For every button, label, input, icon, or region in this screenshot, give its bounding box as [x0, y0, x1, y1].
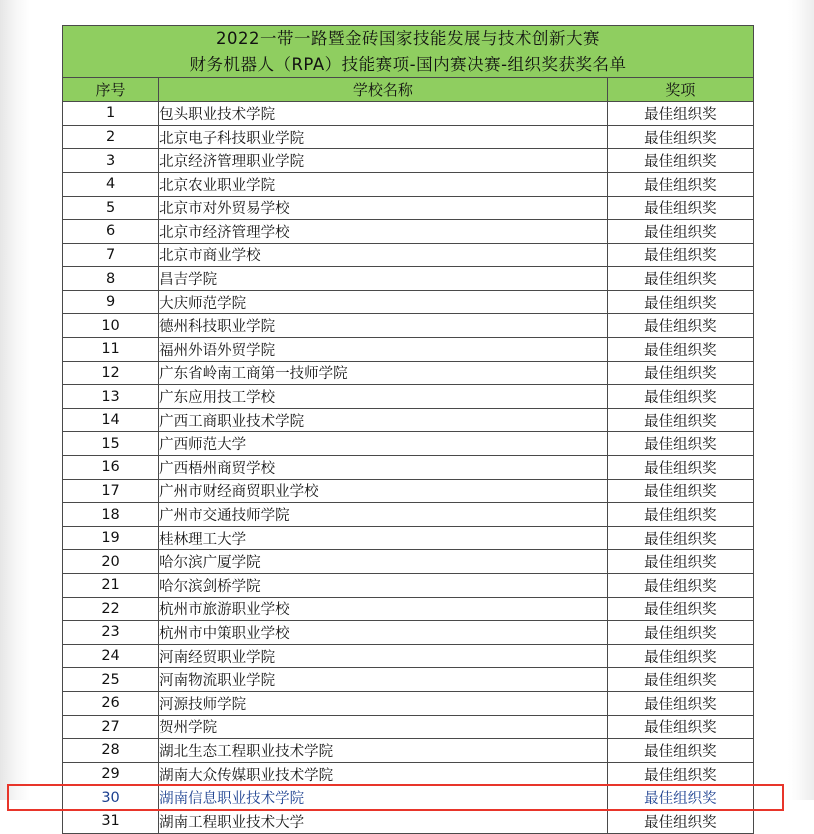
table-row — [63, 809, 754, 833]
cell-award: 最佳组织奖 — [607, 503, 753, 527]
table-row — [63, 102, 754, 126]
table-row — [63, 172, 754, 196]
cell-row-number: 31 — [63, 809, 159, 833]
cell-award: 最佳组织奖 — [607, 125, 753, 149]
table-row — [63, 196, 754, 220]
table-row — [63, 621, 754, 645]
title-line-2: 财务机器人（RPA）技能赛项-国内赛决赛-组织奖获奖名单 — [189, 54, 627, 74]
cell-school-name: 北京经济管理职业学院 — [159, 149, 608, 173]
cell-row-number: 9 — [63, 290, 159, 314]
cell-award: 最佳组织奖 — [607, 597, 753, 621]
cell-award: 最佳组织奖 — [607, 668, 753, 692]
cell-school-name: 北京市经济管理学校 — [159, 220, 608, 244]
cell-award: 最佳组织奖 — [607, 762, 753, 786]
cell-award: 最佳组织奖 — [607, 479, 753, 503]
cell-school-name: 北京电子科技职业学院 — [159, 125, 608, 149]
cell-row-number: 1 — [63, 102, 159, 126]
table-row — [63, 503, 754, 527]
cell-school-name: 广西工商职业技术学院 — [159, 408, 608, 432]
cell-school-name: 广州市交通技师学院 — [159, 503, 608, 527]
table-row — [63, 597, 754, 621]
cell-school-name: 哈尔滨广厦学院 — [159, 550, 608, 574]
table-row — [63, 739, 754, 763]
table-row — [63, 125, 754, 149]
document-title — [63, 26, 754, 78]
table-row — [63, 456, 754, 480]
cell-award: 最佳组织奖 — [607, 715, 753, 739]
cell-school-name: 湖南信息职业技术学院 — [159, 786, 608, 810]
cell-school-name: 广西梧州商贸学校 — [159, 456, 608, 480]
cell-school-name: 河源技师学院 — [159, 691, 608, 715]
cell-award: 最佳组织奖 — [607, 220, 753, 244]
cell-row-number: 26 — [63, 691, 159, 715]
cell-row-number: 18 — [63, 503, 159, 527]
table-row — [63, 267, 754, 291]
cell-award: 最佳组织奖 — [607, 786, 753, 810]
cell-award: 最佳组织奖 — [607, 149, 753, 173]
cell-school-name: 湖北生态工程职业技术学院 — [159, 739, 608, 763]
cell-award: 最佳组织奖 — [607, 172, 753, 196]
table-header-row — [63, 78, 754, 102]
table-row — [63, 149, 754, 173]
cell-row-number: 2 — [63, 125, 159, 149]
cell-row-number: 4 — [63, 172, 159, 196]
cell-award: 最佳组织奖 — [607, 243, 753, 267]
cell-row-number: 16 — [63, 456, 159, 480]
table-row — [63, 314, 754, 338]
cell-row-number: 8 — [63, 267, 159, 291]
cell-award: 最佳组织奖 — [607, 739, 753, 763]
cell-row-number: 20 — [63, 550, 159, 574]
cell-row-number: 15 — [63, 432, 159, 456]
cell-school-name: 广西师范大学 — [159, 432, 608, 456]
cell-award: 最佳组织奖 — [607, 526, 753, 550]
cell-row-number: 24 — [63, 644, 159, 668]
cell-award: 最佳组织奖 — [607, 621, 753, 645]
cell-award: 最佳组织奖 — [607, 267, 753, 291]
cell-school-name: 河南物流职业学院 — [159, 668, 608, 692]
table-row — [63, 479, 754, 503]
table-row — [63, 220, 754, 244]
cell-school-name: 河南经贸职业学院 — [159, 644, 608, 668]
cell-row-number: 27 — [63, 715, 159, 739]
title-line-1: 2022一带一路暨金砖国家技能发展与技术创新大赛 — [216, 29, 600, 48]
cell-school-name: 北京市商业学校 — [159, 243, 608, 267]
cell-award: 最佳组织奖 — [607, 385, 753, 409]
table-row — [63, 574, 754, 598]
cell-school-name: 桂林理工大学 — [159, 526, 608, 550]
cell-school-name: 广东省岭南工商第一技师学院 — [159, 361, 608, 385]
cell-row-number: 10 — [63, 314, 159, 338]
cell-award: 最佳组织奖 — [607, 456, 753, 480]
cell-school-name: 广东应用技工学校 — [159, 385, 608, 409]
cell-school-name: 广州市财经商贸职业学校 — [159, 479, 608, 503]
column-header-school: 学校名称 — [159, 78, 608, 102]
cell-school-name: 哈尔滨剑桥学院 — [159, 574, 608, 598]
cell-award: 最佳组织奖 — [607, 691, 753, 715]
cell-row-number: 21 — [63, 574, 159, 598]
table-row — [63, 715, 754, 739]
cell-row-number: 23 — [63, 621, 159, 645]
cell-row-number: 13 — [63, 385, 159, 409]
cell-award: 最佳组织奖 — [607, 290, 753, 314]
award-list-document — [62, 25, 754, 834]
table-row — [63, 290, 754, 314]
table-row — [63, 786, 754, 810]
cell-school-name: 杭州市旅游职业学校 — [159, 597, 608, 621]
page-edge-right-shadow — [788, 0, 814, 800]
cell-row-number: 22 — [63, 597, 159, 621]
cell-row-number: 14 — [63, 408, 159, 432]
table-body — [63, 102, 754, 833]
cell-school-name: 包头职业技术学院 — [159, 102, 608, 126]
table-row — [63, 338, 754, 362]
cell-school-name: 杭州市中策职业学校 — [159, 621, 608, 645]
cell-school-name: 大庆师范学院 — [159, 290, 608, 314]
cell-row-number: 19 — [63, 526, 159, 550]
table-row — [63, 432, 754, 456]
table-row — [63, 243, 754, 267]
page-edge-left-shadow — [0, 0, 30, 800]
cell-award: 最佳组织奖 — [607, 361, 753, 385]
table-row — [63, 550, 754, 574]
cell-award: 最佳组织奖 — [607, 314, 753, 338]
cell-row-number: 28 — [63, 739, 159, 763]
cell-row-number: 11 — [63, 338, 159, 362]
cell-award: 最佳组织奖 — [607, 102, 753, 126]
table-row — [63, 408, 754, 432]
cell-school-name: 湖南大众传媒职业技术学院 — [159, 762, 608, 786]
cell-award: 最佳组织奖 — [607, 574, 753, 598]
cell-award: 最佳组织奖 — [607, 644, 753, 668]
table-row — [63, 668, 754, 692]
cell-row-number: 7 — [63, 243, 159, 267]
cell-award: 最佳组织奖 — [607, 408, 753, 432]
table-row — [63, 385, 754, 409]
table-row — [63, 526, 754, 550]
cell-row-number: 12 — [63, 361, 159, 385]
column-header-award: 奖项 — [607, 78, 753, 102]
cell-school-name: 德州科技职业学院 — [159, 314, 608, 338]
cell-award: 最佳组织奖 — [607, 196, 753, 220]
cell-school-name: 贺州学院 — [159, 715, 608, 739]
cell-row-number: 30 — [63, 786, 159, 810]
cell-school-name: 福州外语外贸学院 — [159, 338, 608, 362]
table-row — [63, 361, 754, 385]
table-row — [63, 762, 754, 786]
cell-row-number: 17 — [63, 479, 159, 503]
cell-row-number: 3 — [63, 149, 159, 173]
cell-award: 最佳组织奖 — [607, 550, 753, 574]
award-table — [62, 25, 754, 834]
cell-award: 最佳组织奖 — [607, 338, 753, 362]
cell-school-name: 北京农业职业学院 — [159, 172, 608, 196]
table-row — [63, 644, 754, 668]
table-row — [63, 691, 754, 715]
cell-row-number: 29 — [63, 762, 159, 786]
cell-row-number: 5 — [63, 196, 159, 220]
cell-row-number: 6 — [63, 220, 159, 244]
cell-award: 最佳组织奖 — [607, 809, 753, 833]
column-header-no: 序号 — [63, 78, 159, 102]
cell-school-name: 湖南工程职业技术大学 — [159, 809, 608, 833]
table-title-row — [63, 26, 754, 78]
cell-school-name: 北京市对外贸易学校 — [159, 196, 608, 220]
cell-school-name: 昌吉学院 — [159, 267, 608, 291]
cell-award: 最佳组织奖 — [607, 432, 753, 456]
cell-row-number: 25 — [63, 668, 159, 692]
